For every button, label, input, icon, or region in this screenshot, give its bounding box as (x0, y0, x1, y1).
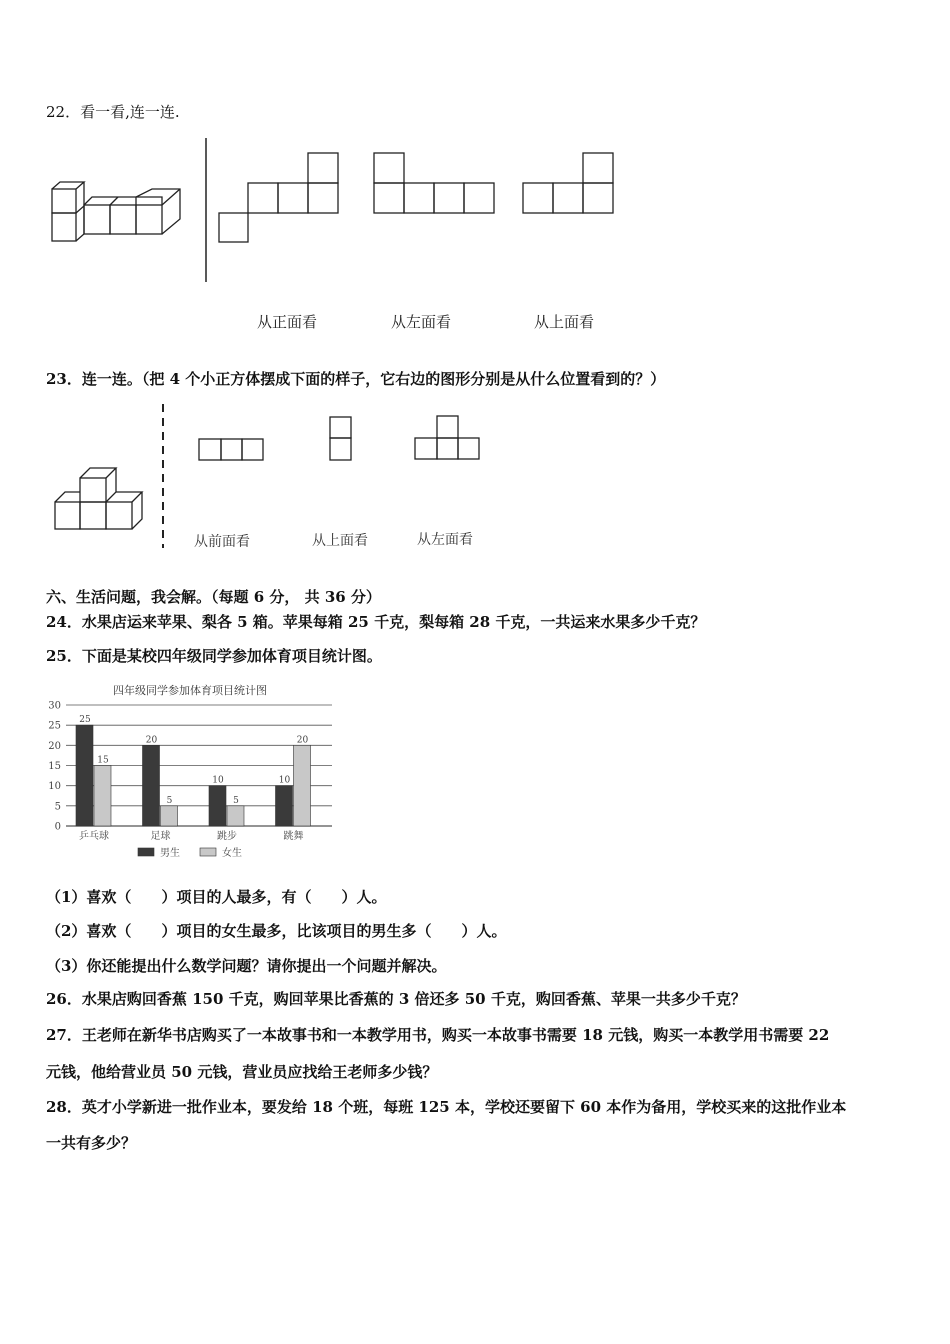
q22-view-a (218, 152, 340, 244)
q23-label-front: 从前面看 (194, 534, 250, 550)
q22-title: 22．看一看,连一连. (46, 103, 180, 121)
chart-title: 四年级同学参加体育项目统计图 (113, 684, 267, 697)
q28-line2: 一共有多少？ (46, 1134, 137, 1152)
q24-text: 24．水果店运来苹果、梨各 5 箱。苹果每箱 25 千克，梨每箱 28 千克，一共运来水果多少千克？ (46, 613, 706, 631)
bar-男生-乒乓球 (76, 725, 93, 826)
q22-divider-line (204, 138, 208, 284)
x-tick-label: 足球 (150, 831, 171, 842)
q22-view-c (522, 152, 616, 214)
q22-label-front: 从正面看 (257, 313, 318, 331)
x-tick-label: 乒乓球 (79, 831, 109, 842)
x-tick-label: 跳步 (217, 831, 237, 842)
y-tick-label: 30 (48, 700, 61, 712)
y-tick-label: 5 (54, 801, 61, 813)
q23-view-b (329, 416, 353, 462)
q23-view-c (414, 415, 482, 461)
bar-value-label: 10 (278, 775, 291, 786)
q23-label-left: 从左面看 (417, 532, 473, 548)
bar-男生-跳步 (209, 786, 226, 826)
bar-value-label: 15 (97, 755, 109, 766)
bar-value-label: 20 (145, 735, 158, 746)
q23-label-top: 从上面看 (312, 533, 368, 549)
y-tick-label: 0 (54, 821, 61, 833)
q23-view-a (198, 438, 266, 462)
q28-line1: 28．英才小学新进一批作业本，要发给 18 个班，每班 125 本，学校还要留下 60 本作为备用，学校买来的这批作业本 (46, 1098, 847, 1116)
bar-value-label: 5 (233, 795, 239, 806)
q25-text: 25．下面是某校四年级同学参加体育项目统计图。 (46, 647, 382, 665)
q22-label-top: 从上面看 (534, 313, 595, 331)
q23-dashed-divider (160, 404, 166, 550)
bar-女生-乒乓球 (94, 766, 111, 827)
q22-solid-figure (40, 175, 190, 250)
q27-line2: 元钱，他给营业员 50 元钱，营业员应找给王老师多少钱？ (46, 1063, 438, 1081)
bar-value-label: 10 (212, 775, 224, 786)
section6-title: 六、生活问题，我会解。（每题 6 分， 共 36 分） (46, 588, 381, 606)
bar-女生-跳步 (227, 806, 244, 826)
q23-title: 23．连一连。（把 4 个小正方体摆成下面的样子，它右边的图形分别是从什么位置看到的？） (46, 370, 666, 388)
bar-value-label: 20 (296, 735, 309, 746)
legend-swatch-男生 (138, 848, 154, 856)
y-tick-label: 20 (48, 740, 61, 752)
q25-sub2: （2）喜欢（ ）项目的女生最多，比该项目的男生多（ ）人。 (46, 922, 507, 940)
q22-view-b (373, 152, 497, 214)
q22-label-left: 从左面看 (391, 313, 452, 331)
bar-男生-足球 (143, 745, 160, 826)
bar-女生-跳舞 (294, 745, 311, 826)
legend-swatch-女生 (200, 848, 216, 856)
y-tick-label: 10 (48, 781, 61, 793)
bar-男生-跳舞 (276, 786, 293, 826)
bar-女生-足球 (161, 806, 178, 826)
legend-label: 男生 (160, 848, 180, 859)
y-tick-label: 15 (48, 761, 61, 772)
q25-sub3: （3）你还能提出什么数学问题？请你提出一个问题并解决。 (46, 957, 447, 975)
q26-text: 26．水果店购回香蕉 150 千克，购回苹果比香蕉的 3 倍还多 50 千克，购回香蕉、苹果一共多少千克？ (46, 990, 746, 1008)
bar-value-label: 25 (79, 715, 91, 726)
legend-label: 女生 (222, 848, 242, 859)
sports-bar-chart (40, 680, 340, 865)
q27-line1: 27．王老师在新华书店购买了一本故事书和一本教学用书，购买一本故事书需要 18 元钱，购买一本教学用书需要 22 (46, 1026, 830, 1044)
bar-value-label: 5 (166, 795, 173, 806)
q23-solid-figure (50, 462, 150, 534)
y-tick-label: 25 (48, 720, 61, 732)
q25-sub1: （1）喜欢（ ）项目的人最多，有（ ）人。 (46, 888, 387, 906)
x-tick-label: 跳舞 (283, 831, 304, 842)
